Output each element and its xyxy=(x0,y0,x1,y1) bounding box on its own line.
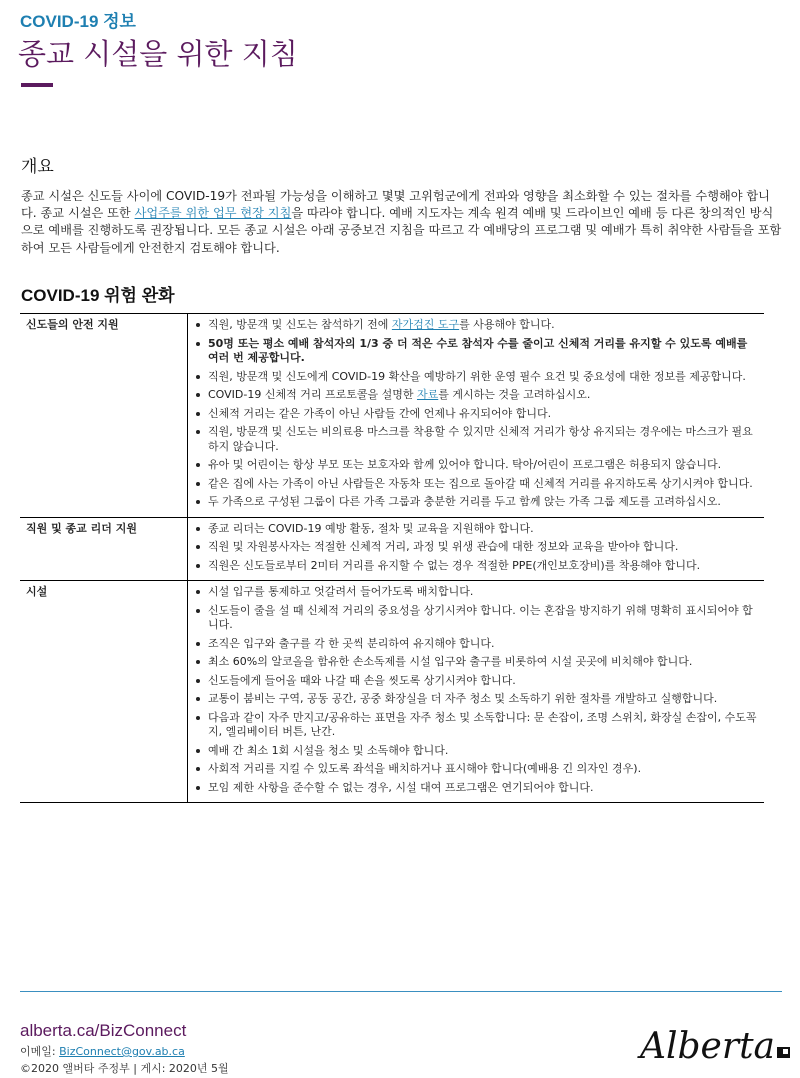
overview-paragraph xyxy=(21,188,783,257)
list-item xyxy=(194,388,760,403)
resource-link[interactable]: 자료 xyxy=(416,388,439,401)
email-link[interactable]: BizConnect@gov.ab.ca xyxy=(59,1045,185,1058)
list-item xyxy=(194,604,760,633)
overview-text-2: 을 따라야 합니다. 예배 지도자는 계속 원격 예배 및 드라이브인 예배 등 다른 창의적인 방식으로 예배를 진행하도록 권장됩니다. 모든 종교 시설은 아래 공중보건 지침을 따르고 각 예배당의 프로그램 및 예배가 특히 취약한 사람들을 포함하여 모든 사람들에게 안전한지 검토해야 합니다. xyxy=(21,206,782,255)
footer-url-link[interactable]: alberta.ca/BizConnect xyxy=(20,1021,187,1040)
guidance-cell xyxy=(188,581,765,803)
list-item xyxy=(194,585,760,600)
list-item xyxy=(194,540,760,555)
list-item xyxy=(194,692,760,707)
list-item xyxy=(194,711,760,740)
item-text: 를 사용해야 합니다. xyxy=(459,318,555,331)
guidance-cell xyxy=(188,517,765,581)
risk-heading: COVID-19 위험 완화 xyxy=(21,286,175,305)
email-label: 이메일: xyxy=(20,1045,60,1058)
page-title: 종교 시설을 위한 지침 xyxy=(18,37,298,71)
item-text: 신도들이 줄을 설 때 신체적 거리의 중요성을 상기시켜야 합니다. 이는 혼잡을 방지하기 위해 명확히 표시되어야 합니다. xyxy=(208,603,753,631)
list-item xyxy=(194,559,760,574)
guidance-list xyxy=(194,522,760,574)
table-row xyxy=(20,314,764,518)
item-text: 신도들에게 들어올 때와 나갈 때 손을 씻도록 상기시켜야 합니다. xyxy=(208,673,516,687)
title-underline xyxy=(21,83,53,87)
item-text: 직원, 방문객 및 신도는 비의료용 마스크를 착용할 수 있지만 신체적 거리가 항상 유지되는 경우에는 마스크가 필요하지 않습니다. xyxy=(208,425,753,453)
list-item xyxy=(194,637,760,652)
list-item xyxy=(194,744,760,759)
table-row xyxy=(20,581,764,803)
list-item xyxy=(194,477,760,492)
list-item xyxy=(194,655,760,670)
overview-text-1: 종교 시설은 신도들 사이에 COVID-19가 전파될 가능성을 이해하고 몇몇 고위험군에게 전파와 영향을 최소화할 수 있는 절차를 수행해야 합니다. 종교 시설은 또한 xyxy=(21,189,770,221)
item-text: 직원 및 자원봉사자는 적절한 신체적 거리, 과정 및 위생 관습에 대한 정보와 교육을 받아야 합니다. xyxy=(208,540,679,553)
item-text: 조직은 입구와 출구를 각 한 곳씩 분리하여 유지해야 합니다. xyxy=(208,636,495,650)
guidance-cell xyxy=(188,314,765,518)
item-text: 교통이 붐비는 구역, 공동 공간, 공중 화장실을 더 자주 청소 및 소독하기 위한 절차를 개발하고 실행합니다. xyxy=(208,692,718,705)
list-item xyxy=(194,370,760,385)
item-text: 직원, 방문객 및 신도는 참석하기 전에 xyxy=(208,318,392,331)
eyebrow-label: COVID-19 정보 xyxy=(20,12,136,31)
alberta-logo-mark xyxy=(777,1047,790,1058)
item-text: 를 게시하는 것을 고려하십시오. xyxy=(438,388,591,401)
item-text: 유아 및 어린이는 항상 부모 또는 보호자와 함께 있어야 합니다. 탁아/어린이 프로그램은 허용되지 않습니다. xyxy=(208,458,722,471)
list-item xyxy=(194,318,760,333)
category-cell: 시설 xyxy=(20,581,188,803)
guidance-list xyxy=(194,318,760,510)
list-item xyxy=(194,762,760,777)
item-text: 50명 또는 평소 예배 참석자의 1/3 중 더 적은 수로 참석자 수를 줄이고 신체적 거리를 유지할 수 있도록 예배를 여러 번 제공합니다. xyxy=(208,336,748,364)
table-row xyxy=(20,517,764,581)
guidance-list xyxy=(194,585,760,795)
item-text: 직원은 신도들로부터 2미터 거리를 유지할 수 없는 경우 적절한 PPE(개인보호장비)를 착용해야 합니다. xyxy=(208,558,701,572)
item-text: 다음과 같이 자주 만지고/공유하는 표면을 자주 청소 및 소독합니다: 문 손잡이, 조명 스위치, 화장실 손잡이, 수도꼭지, 엘리베이터 버튼, 난간. xyxy=(208,710,757,738)
list-item xyxy=(194,458,760,473)
list-item xyxy=(194,674,760,689)
category-cell: 직원 및 종교 리더 지원 xyxy=(20,517,188,581)
item-text: 사회적 거리를 지킬 수 있도록 좌석을 배치하거나 표시해야 합니다(예배용 긴 의자인 경우). xyxy=(208,762,642,775)
alberta-logo xyxy=(640,1026,790,1067)
list-item xyxy=(194,495,760,510)
item-text: 예배 간 최소 1회 시설을 청소 및 소독해야 합니다. xyxy=(208,743,449,757)
employer-guidance-link[interactable]: 사업주를 위한 업무 현장 지침 xyxy=(134,206,292,221)
footer-copyright: ©2020 앨버타 주정부 | 게시: 2020년 5월 xyxy=(20,1062,229,1075)
item-text: 두 가족으로 구성된 그룹이 다른 가족 그룹과 충분한 거리를 두고 함께 앉는 가족 그룹 제도를 고려하십시오. xyxy=(208,495,721,508)
list-item xyxy=(194,781,760,796)
overview-heading: 개요 xyxy=(21,157,54,177)
risk-mitigation-table xyxy=(20,313,764,803)
footer-email-line xyxy=(20,1043,185,1059)
item-text: 모임 제한 사항을 준수할 수 없는 경우, 시설 대여 프로그램은 연기되어야 합니다. xyxy=(208,780,594,794)
item-text: 시설 입구를 통제하고 엇갈려서 들어가도록 배치합니다. xyxy=(208,585,474,598)
resource-link[interactable]: 자가검진 도구 xyxy=(391,318,460,331)
item-text: COVID-19 신체적 거리 프로토콜을 설명한 xyxy=(208,388,417,401)
list-item xyxy=(194,522,760,537)
item-text: 같은 집에 사는 가족이 아닌 사람들은 자동차 또는 집으로 돌아갈 때 신체적 거리를 유지하도록 상기시켜야 합니다. xyxy=(208,476,753,490)
item-text: 최소 60%의 알코올을 함유한 손소독제를 시설 입구와 출구를 비롯하여 시설 곳곳에 비치해야 합니다. xyxy=(208,655,693,668)
item-text: 직원, 방문객 및 신도에게 COVID-19 확산을 예방하기 위한 운영 필수 요건 및 중요성에 대한 정보를 제공합니다. xyxy=(208,369,746,383)
item-text: 신체적 거리는 같은 가족이 아닌 사람들 간에 언제나 유지되어야 합니다. xyxy=(208,406,552,420)
alberta-logo-text: Alberta xyxy=(640,1026,775,1067)
footer-divider xyxy=(20,991,782,992)
category-cell: 신도들의 안전 지원 xyxy=(20,314,188,518)
list-item xyxy=(194,407,760,422)
item-text: 종교 리더는 COVID-19 예방 활동, 절차 및 교육을 지원해야 합니다. xyxy=(208,521,534,535)
list-item xyxy=(194,425,760,454)
list-item xyxy=(194,337,760,366)
